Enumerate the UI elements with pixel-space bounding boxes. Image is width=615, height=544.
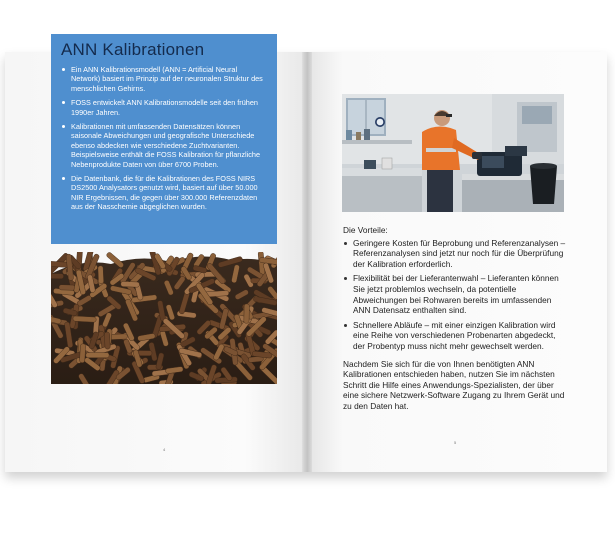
- pellet: [51, 273, 64, 278]
- pellet: [79, 344, 85, 363]
- pellet: [104, 332, 110, 349]
- lab-technician-photo: [342, 94, 564, 212]
- pellet: [73, 316, 96, 322]
- list-item: Kalibrationen mit umfassenden Datensätzen können saisonale Abweichungen und geografische Unterschiede ebenso abdecken wie verschiedene Zuchtvarianten. Beispielsweise enthält die FOSS Kalibration für pflanzliche Nebenprodukte Daten von über 6700 Proben.: [61, 122, 267, 169]
- page-title: ANN Kalibrationen: [61, 40, 205, 59]
- page-number-left: 4: [163, 447, 166, 452]
- book-gutter: [302, 52, 312, 472]
- pellet: [98, 266, 104, 284]
- list-item: Schnellere Abläufe – mit einer einzigen Kalibration wird eine Reihe von verschiedenen Probenarten abgedeckt, der Probentyp muss nicht mehr gewechselt werden.: [343, 320, 569, 352]
- advantages-heading: Die Vorteile:: [343, 225, 388, 235]
- list-item: Ein ANN Kalibrationsmodell (ANN = Artificial Neural Network) basiert im Prinzip auf der neuronalen Struktur des menschlichen Gehirns.: [61, 65, 267, 93]
- advantages-section: [343, 225, 569, 412]
- ann-info-box: [51, 34, 277, 244]
- ann-bullet-list: [61, 65, 267, 212]
- page-number-right: 5: [454, 440, 457, 445]
- pellet: [86, 353, 109, 358]
- advantages-list: [343, 238, 569, 352]
- list-item: Geringere Kosten für Beprobung und Referenzanalysen – Referenzanalysen sind jetzt nur noch für die Überprüfung der Kalibration erforderlich.: [343, 238, 569, 270]
- pellet: [121, 281, 140, 287]
- list-item: FOSS entwickelt ANN Kalibrationsmodelle seit den frühen 1990er Jahren.: [61, 98, 267, 117]
- pellets-photo: [51, 252, 277, 384]
- pellet: [59, 285, 75, 291]
- pellet: [244, 304, 250, 324]
- closing-paragraph: Nachdem Sie sich für die von Ihnen benötigten ANN Kalibrationen entschieden haben, nutzen Sie im nächsten Schritt die Hilfe eines Anwendungs-Spezialisten, der über eine sichere Netzwerk-Software Zugang zu Ihrem Gerät und zu den Daten hat.: [343, 358, 565, 411]
- list-item: Die Datenbank, die für die Kalibrationen des FOSS NIRS DS2500 Analysators genutzt wird, basiert auf über 50.000 NIR Ergebnissen, die gegen über 300.000 Referenzdaten aus der Nasschemie abgeglichen wurden.: [61, 174, 267, 212]
- list-item: Flexibilität bei der Lieferantenwahl – Lieferanten können Sie jetzt problemlos wechseln, da potentielle Abweichungen bei Rohwaren bereits im umfassenden ANN Datensatz enthalten sind.: [343, 273, 569, 315]
